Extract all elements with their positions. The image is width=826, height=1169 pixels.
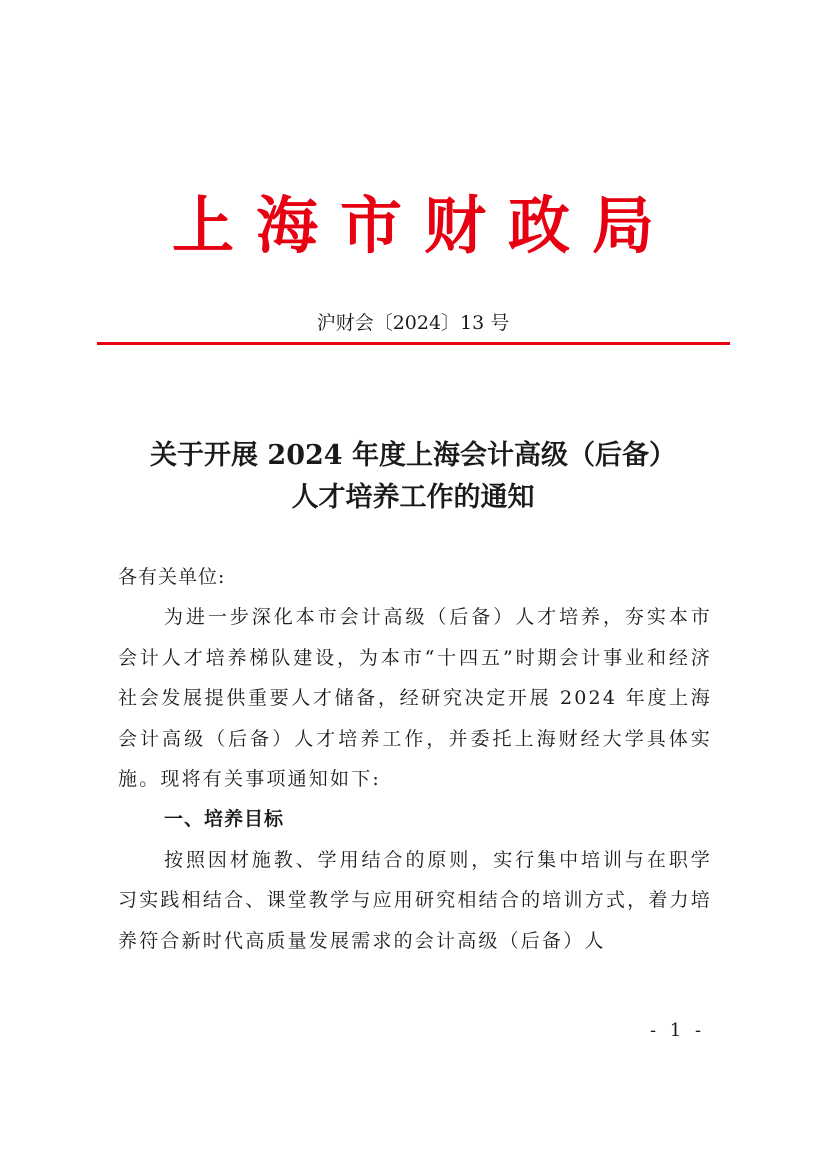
document-title — [60, 435, 766, 519]
paragraph-training-goal: 按照因材施教、学用结合的原则，实行集中培训与在职学习实践相结合、课堂教学与应用研究相结合的培训方式，着力培养符合新时代高质量发展需求的会计高级（后备）人 — [118, 848, 712, 952]
issuer-heading: 上海市财政局 — [171, 189, 676, 262]
document-title-line-1: 关于开展 2024 年度上海会计高级（后备） — [150, 440, 676, 471]
paragraph-intro: 为进一步深化本市会计高级（后备）人才培养，夯实本市会计人才培养梯队建设，为本市“十四五”时期会计事业和经济社会发展提供重要人才储备，经研究决定开展 2024 年度上海会计高级（后备）人才培养工作，并委托上海财经大学具体实施。现将有关事项通知如下: — [118, 606, 712, 791]
document-body — [118, 557, 712, 961]
document-title-line-2: 人才培养工作的通知 — [291, 482, 535, 513]
section-heading-1: 一、培养目标 — [164, 808, 285, 831]
page-number: - 1 - — [650, 1020, 706, 1041]
red-divider-line — [97, 342, 730, 345]
salutation: 各有关单位: — [118, 566, 226, 588]
document-number: 沪财会〔2024〕13 号 — [316, 312, 510, 334]
